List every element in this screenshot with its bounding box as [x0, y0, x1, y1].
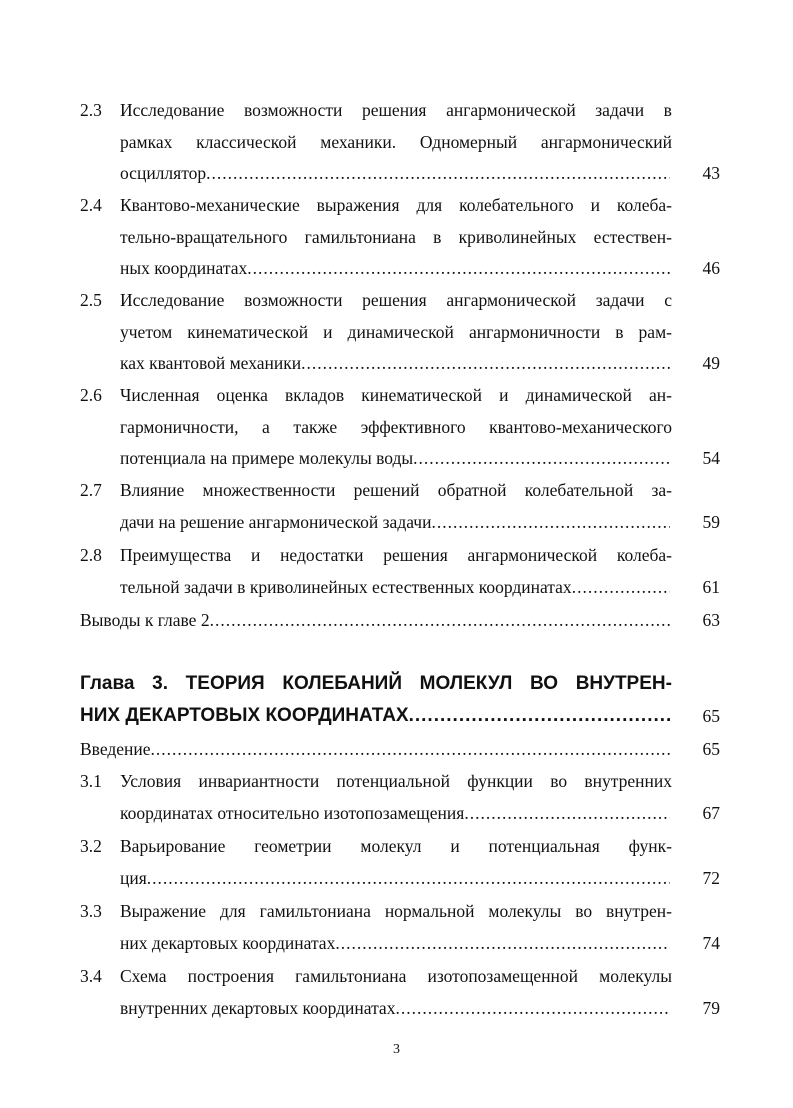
toc-entry-title-line: рамках классической механики. Одномерный ангармонический [120, 131, 672, 152]
toc-entry-text: координатах относительно изотопозамещения [120, 802, 465, 823]
toc-entry-title-line [120, 996, 670, 1020]
toc-page-number: 43 [702, 163, 720, 183]
toc-entry-title-line: Выражение для гамильтониана нормальной молекулы во внутрен- [120, 901, 672, 921]
toc-entry-text: ция [120, 867, 147, 888]
toc-entry-text: тельной задачи в криволинейных естественных координатах [120, 576, 572, 597]
dot-leader [413, 446, 670, 470]
toc-entry-text: осциллятор [120, 163, 207, 183]
toc-entry-number: 3.2 [80, 836, 102, 856]
toc-entry-number: 2.5 [80, 290, 102, 310]
toc-page-number: 59 [702, 511, 720, 532]
toc-entry-title-line [120, 510, 670, 534]
toc-entry-title-line: Преимущества и недостатки решения ангармонической колеба- [120, 545, 672, 565]
dot-leader [247, 256, 670, 280]
toc-page-number: 63 [702, 610, 720, 630]
toc-entry-text: потенциала на примере молекулы воды [120, 448, 414, 468]
toc-entry-title-line [120, 351, 670, 375]
toc-entry-title-line [80, 737, 670, 761]
toc-page-number: 65 [702, 705, 720, 726]
toc-entry-title-line [80, 704, 670, 728]
toc-page-number: 72 [702, 867, 720, 888]
dot-leader [395, 996, 670, 1020]
toc-entry-number: 2.3 [80, 100, 102, 120]
toc-entry-title-line [120, 931, 670, 955]
toc-entry-title-line: учетом кинематической и динамической ангармоничности в рам- [120, 321, 672, 342]
toc-page-number: 46 [702, 258, 720, 278]
toc-entry-number: 2.7 [80, 480, 102, 500]
toc-entry-text: НИХ ДЕКАРТОВЫХ КООРДИНАТАХ [80, 704, 409, 726]
toc-entry-title-line [120, 801, 670, 825]
toc-entry-title-line: Схема построения гамильтониана изотопозамещенной молекулы [120, 966, 672, 986]
dot-leader [409, 704, 670, 728]
toc-entry-title-line: Глава 3. ТЕОРИЯ КОЛЕБАНИЙ МОЛЕКУЛ ВО ВНУТРЕН- [80, 673, 672, 694]
toc-entry-number: 3.1 [80, 771, 102, 791]
toc-page-number: 54 [702, 448, 720, 468]
dot-leader [147, 866, 670, 890]
toc-entry-title-line: гармоничности, а также эффективного квантово-механического [120, 416, 672, 437]
dot-leader [206, 161, 670, 185]
toc-entry-title-line: Численная оценка вкладов кинематической и динамической ан- [120, 385, 672, 405]
dot-leader [431, 510, 670, 534]
toc-page-number: 49 [702, 353, 720, 373]
toc-entry-title-line: Условия инвариантности потенциальной функции во внутренних [120, 771, 672, 791]
toc-entry-title-line [120, 446, 670, 470]
toc-entry-title-line [120, 575, 670, 599]
toc-entry-text: ных координатах [120, 258, 248, 278]
toc-page-number: 67 [702, 802, 720, 823]
dot-leader [151, 737, 670, 761]
dot-leader [464, 801, 670, 825]
toc-entry-number: 2.8 [80, 545, 102, 565]
toc-entry-text: дачи на решение ангармонической задачи [120, 511, 432, 532]
toc-entry-text: Введение [80, 739, 151, 759]
toc-entry-title-line: Варьирование геометрии молекул и потенциальная функ- [120, 836, 672, 856]
toc-entry-title-line [120, 161, 670, 185]
toc-entry-title-line: Квантово-механические выражения для колебательного и колеба- [120, 195, 672, 215]
dot-leader [301, 351, 670, 375]
toc-entry-text: ках квантовой механики [120, 353, 302, 373]
dot-leader [335, 931, 670, 955]
toc-entry-text: внутренних декартовых координатах [120, 997, 396, 1018]
toc-page-number: 79 [702, 997, 720, 1018]
toc-page-number: 65 [702, 739, 720, 759]
toc-entry-number: 2.6 [80, 385, 102, 405]
toc-entry-title-line: Влияние множественности решений обратной колебательной за- [120, 480, 672, 500]
dot-leader [572, 575, 670, 599]
toc-entry-title-line: тельно-вращательного гамильтониана в криволинейных естествен- [120, 226, 672, 247]
toc-entry-number: 3.4 [80, 966, 102, 986]
dot-leader [210, 608, 670, 632]
toc-page-number: 74 [702, 932, 720, 953]
toc-entry-number: 3.3 [80, 901, 102, 921]
toc-entry-text: них декартовых координатах [120, 932, 336, 953]
toc-page-number: 61 [702, 576, 720, 597]
toc-entry-title-line [120, 866, 670, 890]
toc-entry-title-line: Исследование возможности решения ангармонической задачи с [120, 290, 672, 310]
toc-entry-text: Выводы к главе 2 [80, 610, 210, 630]
page-number: 3 [393, 1042, 400, 1057]
toc-entry-title-line: Исследование возможности решения ангармонической задачи в [120, 100, 672, 120]
toc-entry-number: 2.4 [80, 195, 102, 215]
toc-entry-title-line [80, 608, 670, 632]
toc-entry-title-line [120, 256, 670, 280]
